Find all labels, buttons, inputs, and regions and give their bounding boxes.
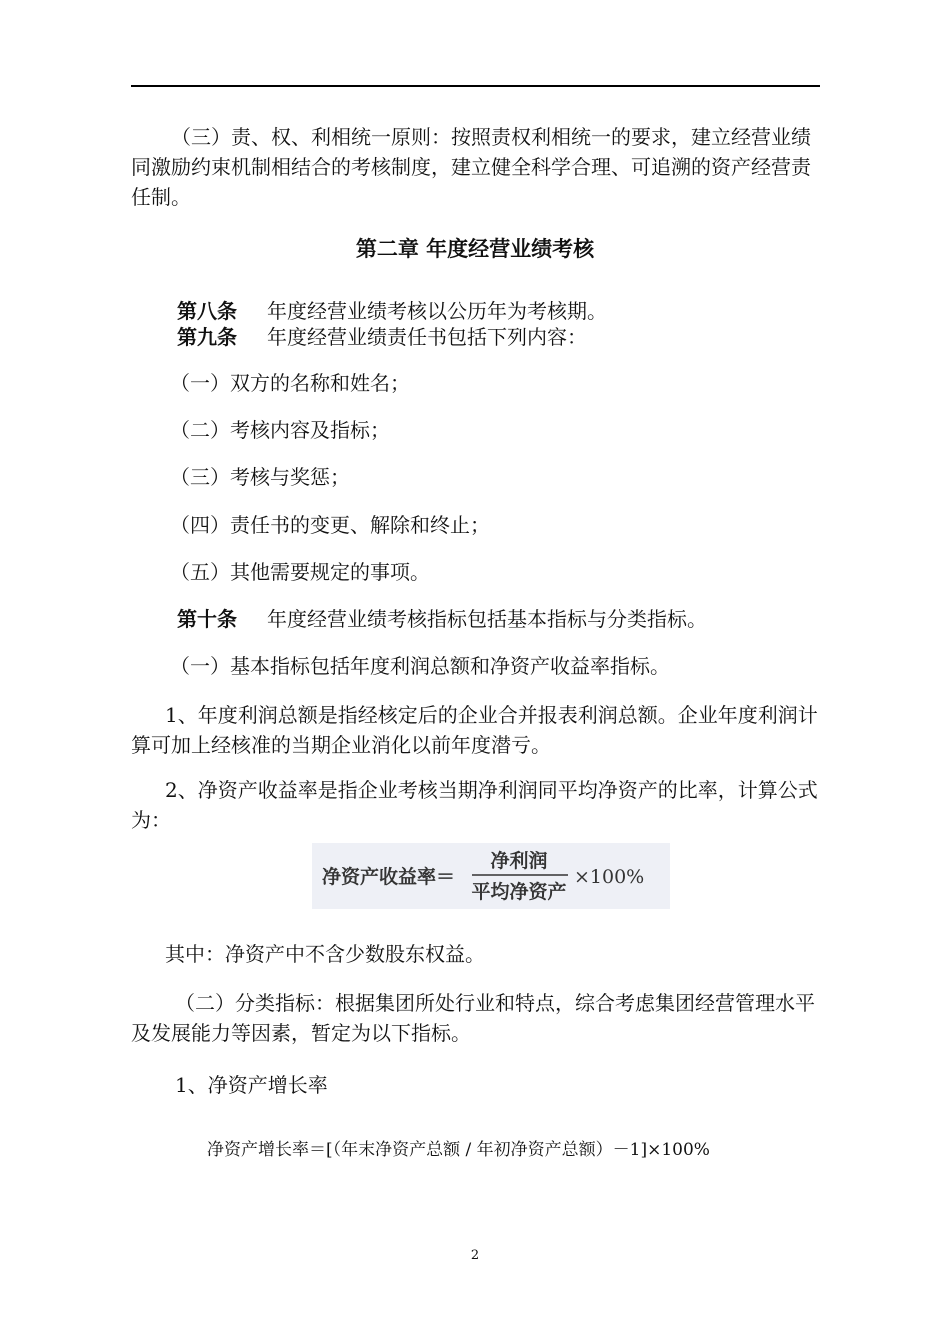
roe-definition: 2、净资产收益率是指企业考核当期净利润同平均净资产的比率，计算公式为： <box>131 778 818 832</box>
article-10-label: 第十条 <box>177 607 237 631</box>
article-10 <box>177 605 707 633</box>
category-indicators: （二）分类指标：根据集团所处行业和特点，综合考虑集团经营管理水平及发展能力等因素，暂定为以下指标。 <box>131 991 815 1045</box>
article-10-text: 年度经营业绩考核指标包括基本指标与分类指标。 <box>267 607 707 631</box>
page-number: 2 <box>470 1248 480 1263</box>
basic-indicators: （一）基本指标包括年度利润总额和净资产收益率指标。 <box>170 654 670 678</box>
list-item: （五）其他需要规定的事项。 <box>170 560 430 584</box>
article-8-label: 第八条 <box>177 299 237 323</box>
list-item: （三）考核与奖惩； <box>170 465 350 489</box>
header-rule <box>131 85 820 87</box>
formula-lhs: 净资产收益率＝ <box>322 866 456 888</box>
formula-multiplier: ×100% <box>574 866 645 888</box>
principle-paragraph: （三）责、权、利相统一原则：按照责权利相统一的要求，建立经营业绩同激励约束机制相结合的考核制度，建立健全科学合理、可追溯的资产经营责任制。 <box>131 125 811 209</box>
article-9-text: 年度经营业绩责任书包括下列内容： <box>267 325 587 349</box>
formula-numerator: 净利润 <box>490 850 548 872</box>
list-item: （四）责任书的变更、解除和终止； <box>170 513 490 537</box>
profit-definition: 1、年度利润总额是指经核定后的企业合并报表利润总额。企业年度利润计算可加上经核准的当期企业消化以前年度潜亏。 <box>131 703 818 757</box>
growth-formula: 净资产增长率＝[（年末净资产总额 / 年初净资产总额）－1]×100% <box>207 1140 710 1160</box>
roe-formula <box>312 843 670 909</box>
growth-item-title: 1、净资产增长率 <box>175 1073 328 1097</box>
chapter-title: 第二章 年度经营业绩考核 <box>355 237 595 261</box>
roe-formula-image <box>312 843 670 909</box>
article-8-text: 年度经营业绩考核以公历年为考核期。 <box>267 299 607 323</box>
article-9-label: 第九条 <box>177 325 237 349</box>
article-9 <box>177 323 587 351</box>
roe-note: 其中：净资产中不含少数股东权益。 <box>165 942 485 966</box>
list-item: （二）考核内容及指标； <box>170 418 390 442</box>
article-8 <box>177 297 607 325</box>
formula-denominator: 平均净资产 <box>471 881 567 903</box>
list-item: （一）双方的名称和姓名； <box>170 371 410 395</box>
